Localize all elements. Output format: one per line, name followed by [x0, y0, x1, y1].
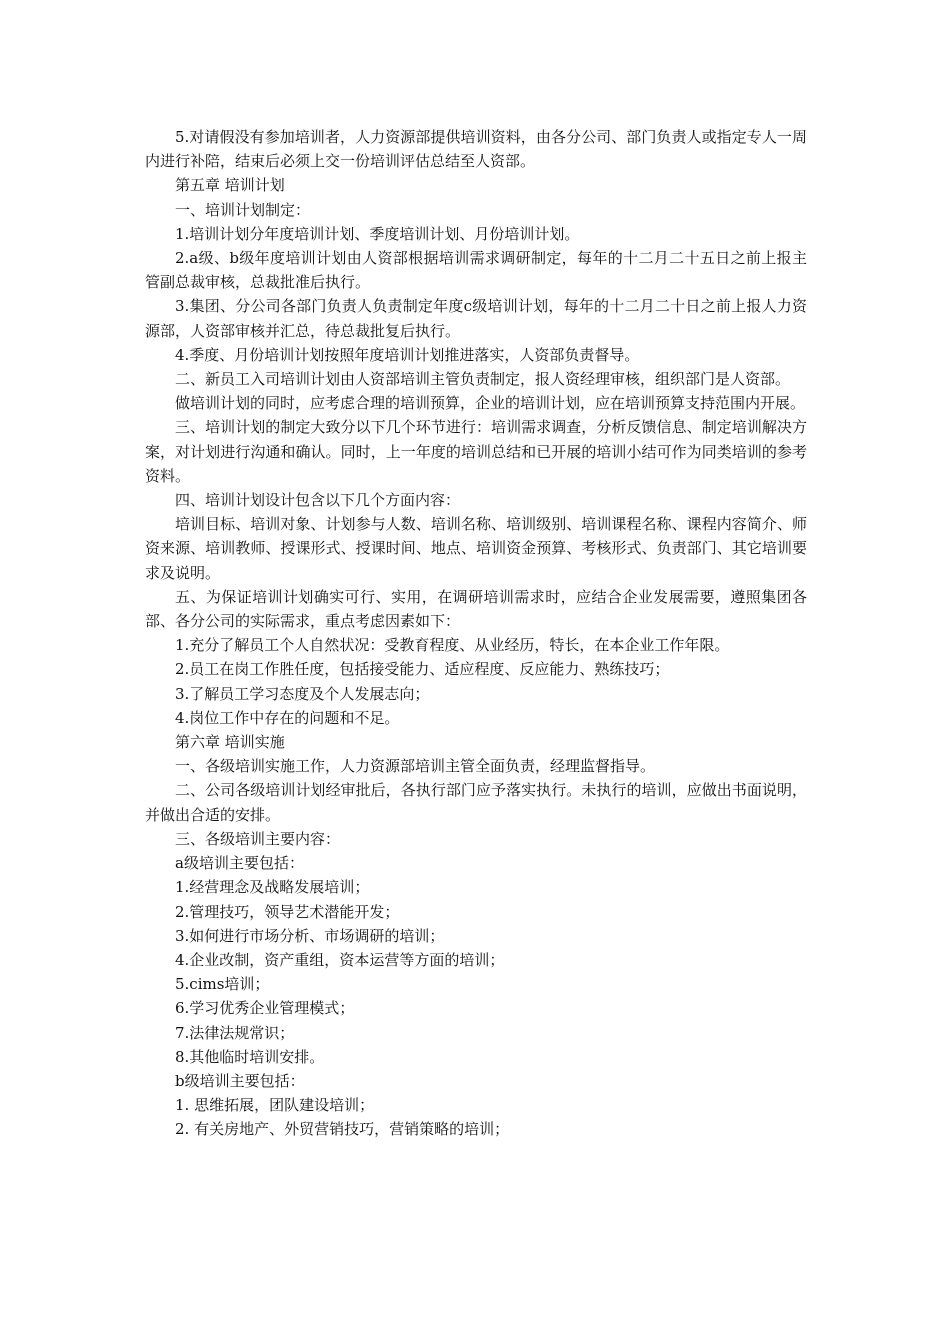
list-item: 3.如何进行市场分析、市场调研的培训； [175, 926, 445, 945]
list-item: 1. 思维拓展，团队建设培训； [175, 1096, 375, 1115]
list-item: 6.学习优秀企业管理模式； [175, 999, 355, 1018]
chapter-heading: 第六章 培训实施 [175, 733, 285, 752]
section-heading: 一、培训计划制定： [175, 200, 311, 219]
paragraph: 5.对请假没有参加培训者，人力资源部提供培训资料，由各分公司、部门负责人或指定专人一周内进行补陪，结束后必须上交一份培训评估总结至人资部。 [145, 128, 807, 171]
paragraph: 4.季度、月份培训计划按照年度培训计划推进落实，人资部负责督导。 [175, 345, 640, 364]
paragraph: 2.a级、b级年度培训计划由人资部根据培训需求调研制定，每年的十二月二十五日之前上报主管副总裁审核，总裁批准后执行。 [145, 249, 807, 292]
paragraph: 3.集团、分公司各部门负责人负责制定年度c级培训计划，每年的十二月二十日之前上报人力资源部，人资部审核并汇总，待总裁批复后执行。 [145, 297, 807, 340]
list-item: 2. 有关房地产、外贸营销技巧，营销策略的培训； [175, 1120, 510, 1139]
list-item: 3.了解员工学习态度及个人发展志向； [175, 684, 430, 703]
paragraph: 培训目标、培训对象、计划参与人数、培训名称、培训级别、培训课程名称、课程内容简介、师资来源、培训教师、授课形式、授课时间、地点、培训资金预算、考核形式、负责部门、其它培训要求及说明。 [145, 515, 807, 582]
list-item: 4.企业改制，资产重组，资本运营等方面的培训； [175, 950, 505, 969]
paragraph: 五、为保证培训计划确实可行、实用，在调研培训需求时，应结合企业发展需要，遵照集团各部、各分公司的实际需求，重点考虑因素如下： [145, 587, 807, 631]
list-item: 1.经营理念及战略发展培训； [175, 878, 370, 897]
chapter-heading: 第五章 培训计划 [175, 176, 285, 195]
document-body [145, 125, 807, 1142]
paragraph: 一、各级培训实施工作，人力资源部培训主管全面负责，经理监督指导。 [175, 757, 656, 776]
list-item: 8.其他临时培训安排。 [175, 1047, 325, 1066]
list-item: 1.充分了解员工个人自然状况：受教育程度、从业经历，特长，在本企业工作年限。 [175, 636, 730, 655]
paragraph: 1.培训计划分年度培训计划、季度培训计划、月份培训计划。 [175, 224, 580, 243]
paragraph: 做培训计划的同时，应考虑合理的培训预算，企业的培训计划，应在培训预算支持范围内开展。 [175, 394, 806, 413]
list-item: 7.法律法规常识； [175, 1023, 295, 1042]
paragraph: 二、新员工入司培训计划由人资部培训主管负责制定，报人资经理审核，组织部门是人资部。 [175, 370, 791, 389]
list-item: 2.管理技巧，领导艺术潜能开发； [175, 902, 400, 921]
subsection-heading: a级培训主要包括： [175, 854, 304, 873]
paragraph: 三、培训计划的制定大致分以下几个环节进行：培训需求调查，分析反馈信息、制定培训解决方案，对计划进行沟通和确认。同时，上一年度的培训总结和已开展的培训小结可作为同类培训的参考资料。 [145, 418, 807, 485]
list-item: 2.员工在岗工作胜任度，包括接受能力、适应程度、反应能力、熟练技巧； [175, 660, 670, 679]
section-heading: 三、各级培训主要内容： [175, 829, 341, 848]
list-item: 5.cims培训； [175, 975, 270, 994]
section-heading: 四、培训计划设计包含以下几个方面内容： [175, 491, 461, 510]
subsection-heading: b级培训主要包括： [175, 1071, 305, 1090]
list-item: 4.岗位工作中存在的问题和不足。 [175, 708, 400, 727]
paragraph: 二、公司各级培训计划经审批后，各执行部门应予落实执行。未执行的培训，应做出书面说明，并做出合适的安排。 [145, 781, 807, 824]
